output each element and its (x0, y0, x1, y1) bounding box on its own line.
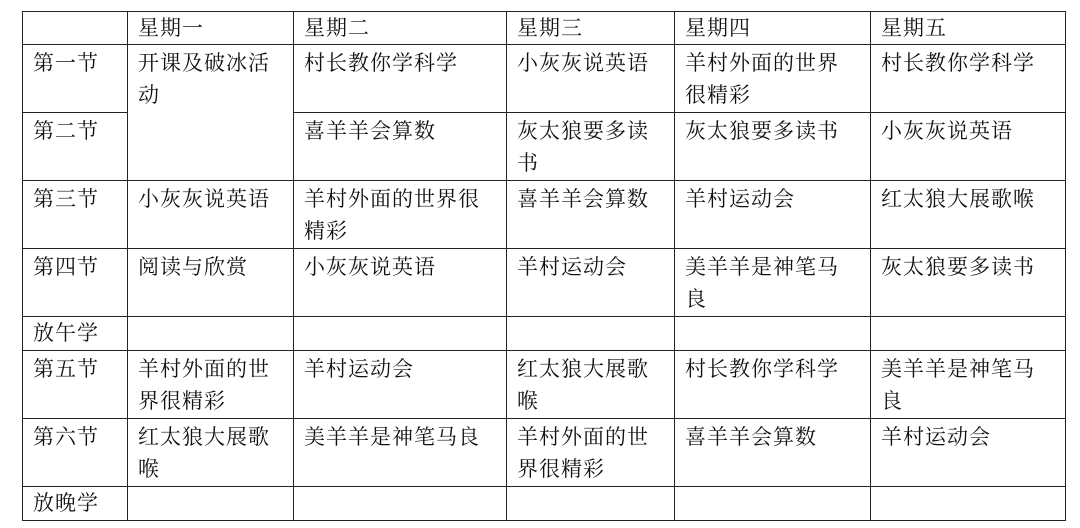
table-row (23, 487, 1066, 521)
table-cell: 羊村运动会 (294, 351, 507, 419)
header-wednesday: 星期三 (507, 12, 675, 45)
period-label: 第一节 (23, 45, 128, 113)
table-cell: 灰太狼要多读书 (675, 113, 871, 181)
period-label: 第五节 (23, 351, 128, 419)
header-friday: 星期五 (871, 12, 1066, 45)
period-label: 放晚学 (23, 487, 128, 521)
table-cell: 美羊羊是神笔马良 (294, 419, 507, 487)
table-cell: 红太狼大展歌喉 (128, 419, 294, 487)
corner-cell (23, 12, 128, 45)
table-cell: 小灰灰说英语 (871, 113, 1066, 181)
table-cell (507, 487, 675, 521)
table-cell (871, 317, 1066, 351)
table-row (23, 351, 1066, 419)
table-row (23, 317, 1066, 351)
table-cell: 喜羊羊会算数 (675, 419, 871, 487)
period-label: 第六节 (23, 419, 128, 487)
period-label: 第二节 (23, 113, 128, 181)
table-cell: 小灰灰说英语 (294, 249, 507, 317)
table-cell: 美羊羊是神笔马良 (675, 249, 871, 317)
table-row (23, 249, 1066, 317)
table-cell: 羊村外面的世界很精彩 (675, 45, 871, 113)
table-cell: 阅读与欣赏 (128, 249, 294, 317)
table-cell: 羊村运动会 (507, 249, 675, 317)
table-cell: 羊村运动会 (675, 181, 871, 249)
table-cell (675, 317, 871, 351)
table-cell: 羊村外面的世界很精彩 (294, 181, 507, 249)
table-row (23, 181, 1066, 249)
table-cell: 红太狼大展歌喉 (507, 351, 675, 419)
table-cell: 小灰灰说英语 (128, 181, 294, 249)
table-cell (294, 487, 507, 521)
table-cell: 灰太狼要多读书 (871, 249, 1066, 317)
table-cell: 村长教你学科学 (675, 351, 871, 419)
table-cell: 羊村外面的世界很精彩 (507, 419, 675, 487)
table-cell: 小灰灰说英语 (507, 45, 675, 113)
table-cell (871, 487, 1066, 521)
header-tuesday: 星期二 (294, 12, 507, 45)
table-cell (128, 317, 294, 351)
header-row (23, 12, 1066, 45)
table-cell: 开课及破冰活动 (128, 45, 294, 181)
period-label: 第三节 (23, 181, 128, 249)
table-cell: 红太狼大展歌喉 (871, 181, 1066, 249)
table-cell (675, 487, 871, 521)
table-cell: 村长教你学科学 (294, 45, 507, 113)
table-cell: 羊村运动会 (871, 419, 1066, 487)
table-cell: 喜羊羊会算数 (294, 113, 507, 181)
table-cell: 喜羊羊会算数 (507, 181, 675, 249)
table-cell (294, 317, 507, 351)
header-thursday: 星期四 (675, 12, 871, 45)
table-cell: 灰太狼要多读书 (507, 113, 675, 181)
table-cell: 美羊羊是神笔马良 (871, 351, 1066, 419)
header-monday: 星期一 (128, 12, 294, 45)
period-label: 第四节 (23, 249, 128, 317)
table-cell: 村长教你学科学 (871, 45, 1066, 113)
table-row (23, 419, 1066, 487)
table-row (23, 45, 1066, 113)
table-cell: 羊村外面的世界很精彩 (128, 351, 294, 419)
period-label: 放午学 (23, 317, 128, 351)
timetable (22, 11, 1066, 521)
table-cell (507, 317, 675, 351)
table-cell (128, 487, 294, 521)
